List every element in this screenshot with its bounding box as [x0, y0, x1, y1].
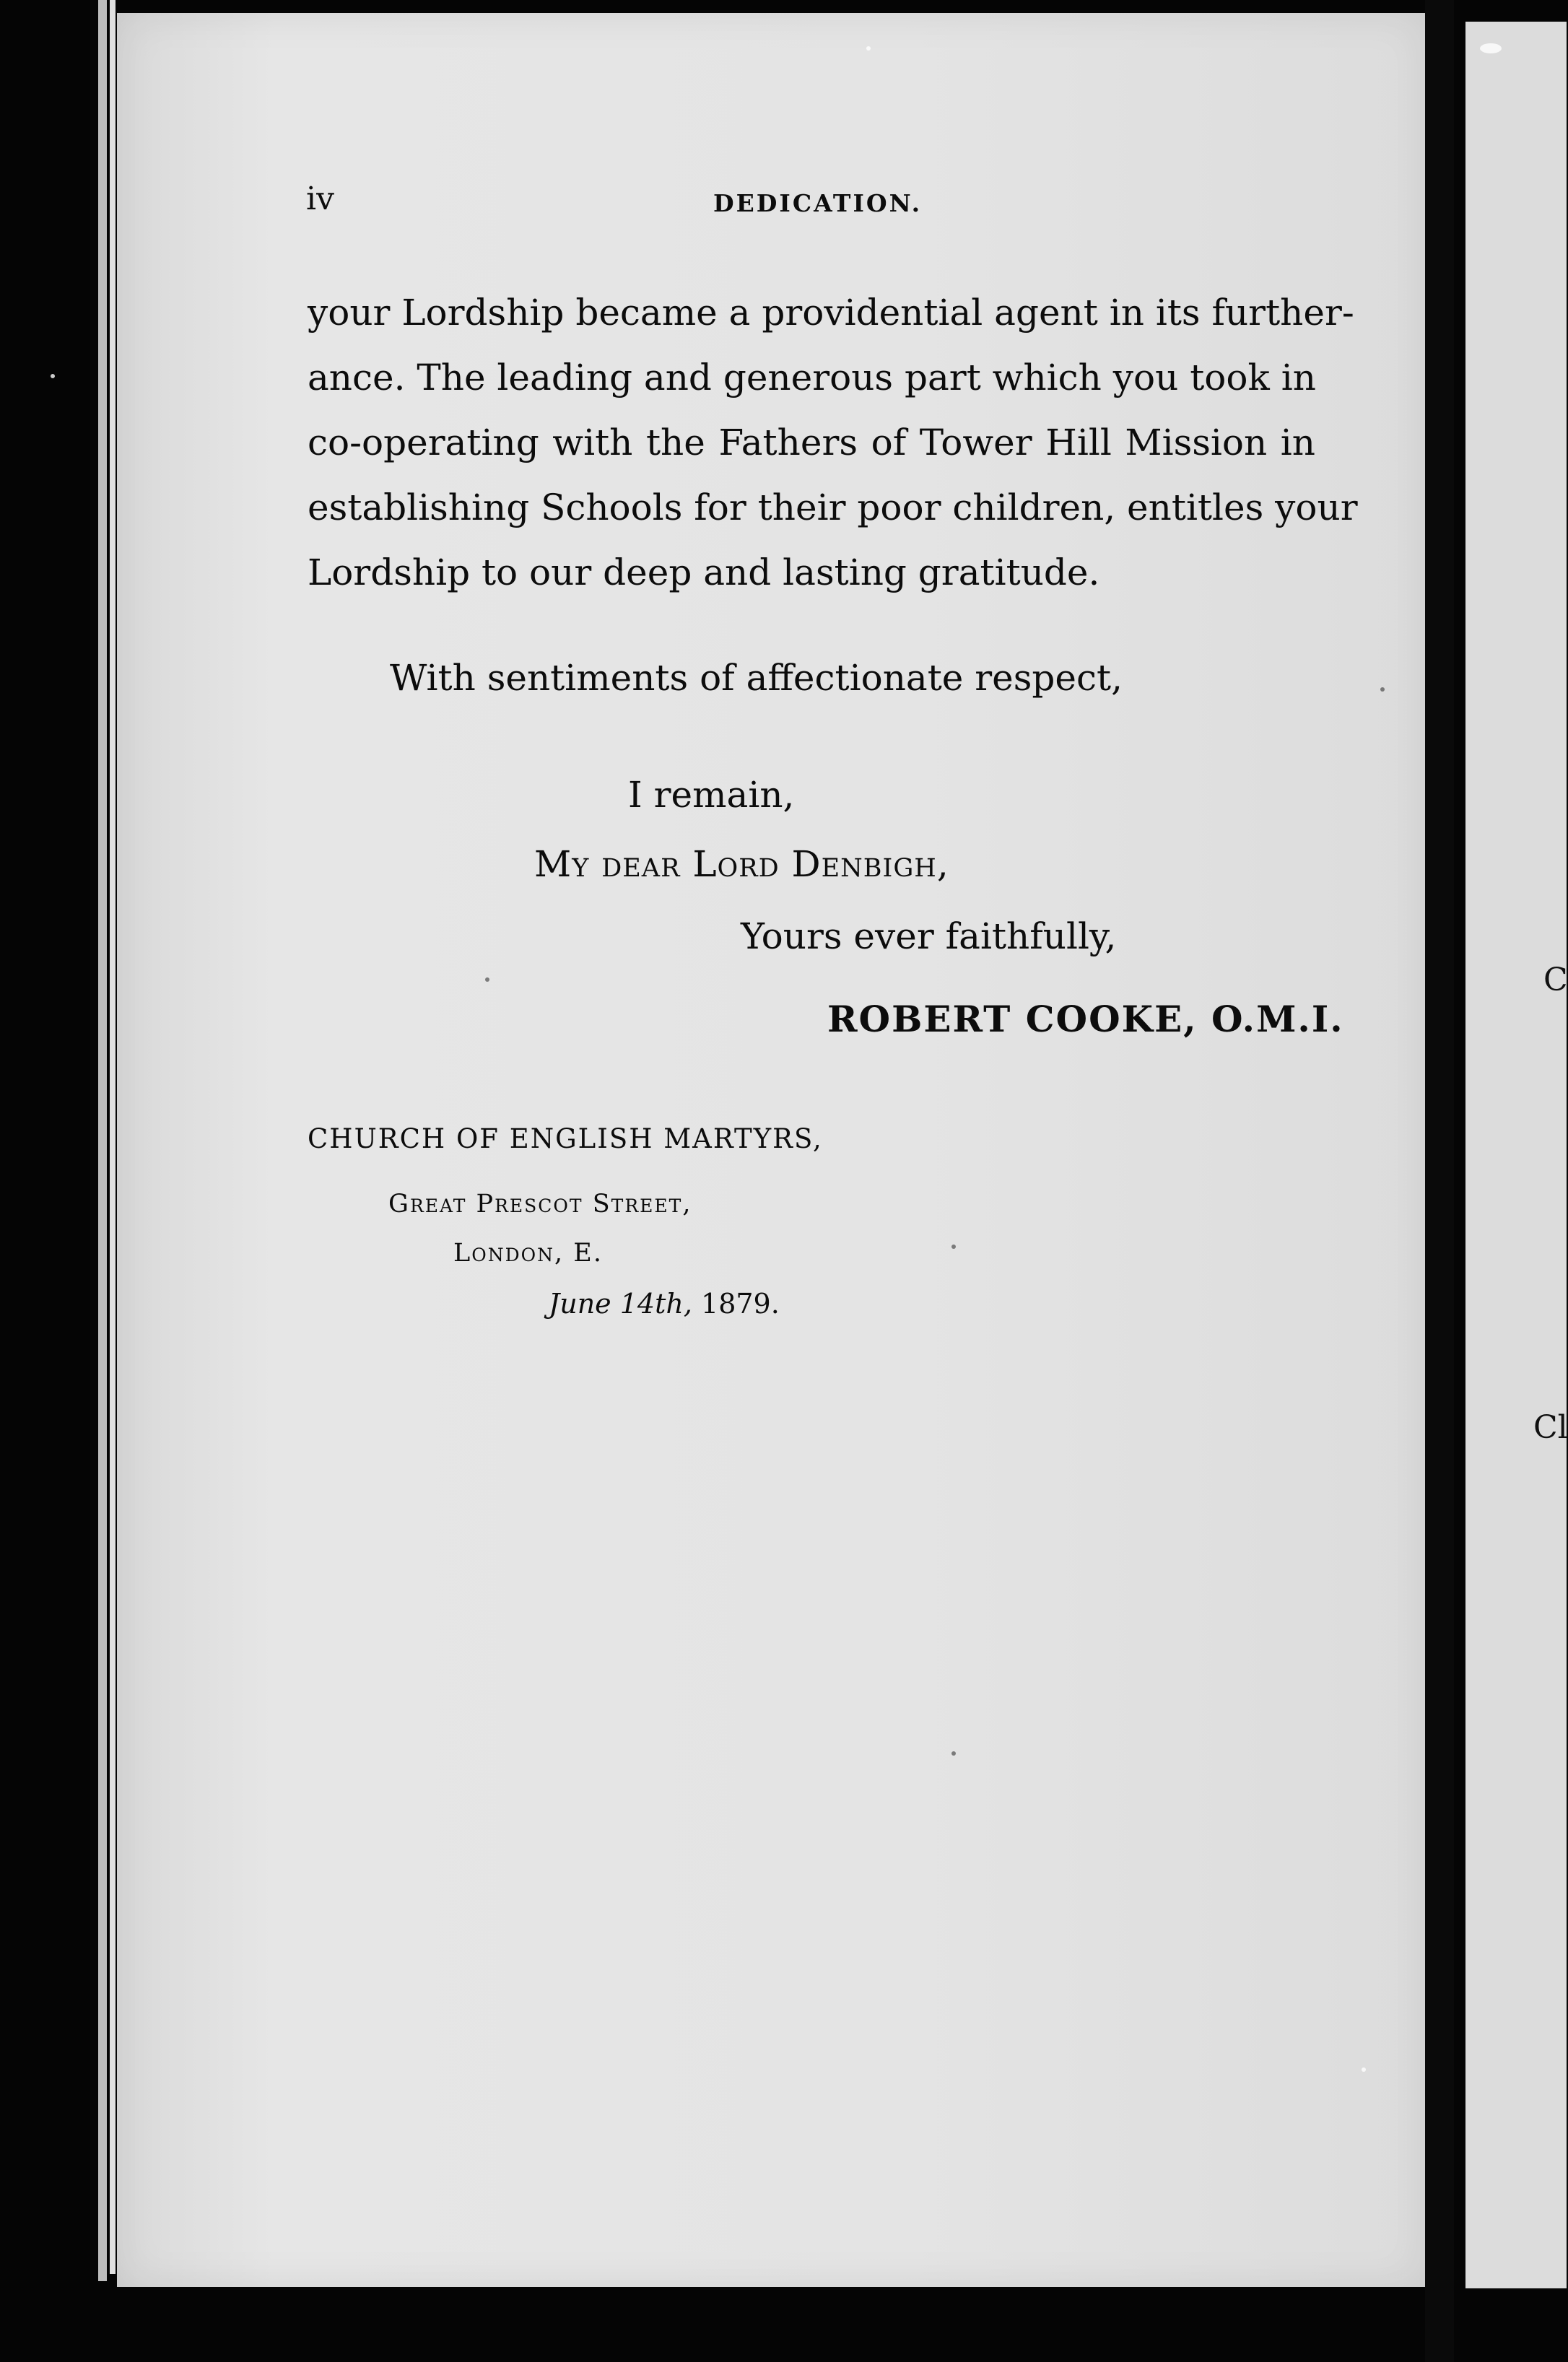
- facing-page: [1465, 22, 1567, 2288]
- body-text-line: Lordship to our deep and lasting gratitude.: [308, 552, 1100, 593]
- running-head: DEDICATION.: [713, 189, 923, 217]
- address-street: Great Prescot Street,: [388, 1190, 692, 1219]
- closing-remain: I remain,: [628, 774, 795, 816]
- body-text-line: your Lordship became a providential agent in its further-: [308, 292, 1354, 334]
- page-edge-strip: [110, 0, 116, 2274]
- scan-speck: [1362, 2067, 1366, 2072]
- scan-speck: [951, 1245, 956, 1249]
- address-city: London, E.: [453, 1239, 603, 1268]
- page-number: iv: [306, 180, 334, 217]
- body-text-line: ance. The leading and generous part which you took in: [308, 357, 1316, 398]
- book-gutter: [1425, 0, 1454, 2362]
- scan-speck: [951, 1751, 956, 1756]
- scan-speck: [1480, 43, 1502, 53]
- date-year: 1879.: [701, 1288, 780, 1320]
- closing-salutation: My dear Lord Denbigh,: [534, 843, 949, 885]
- scan-speck: [485, 977, 489, 982]
- address-date: [549, 1288, 780, 1320]
- facing-page-letter: C: [1543, 962, 1568, 998]
- body-text-line: establishing Schools for their poor children, entitles your: [308, 487, 1358, 528]
- scan-speck: [866, 46, 871, 51]
- body-text-line: co-operating with the Fathers of Tower Hill Mission in: [308, 422, 1315, 463]
- scan-speck: [1380, 687, 1385, 692]
- closing-valediction: Yours ever faithfully,: [741, 915, 1117, 957]
- closing-sentiment: With sentiments of affectionate respect,: [390, 657, 1123, 699]
- facing-page-letter: Cl: [1533, 1409, 1568, 1446]
- page-edge-strip: [98, 0, 107, 2281]
- address-church: CHURCH OF ENGLISH MARTYRS,: [308, 1123, 823, 1154]
- scan-speck: [51, 374, 55, 378]
- signature: ROBERT COOKE, O.M.I.: [827, 998, 1344, 1040]
- date-month-day: June 14th,: [549, 1288, 692, 1320]
